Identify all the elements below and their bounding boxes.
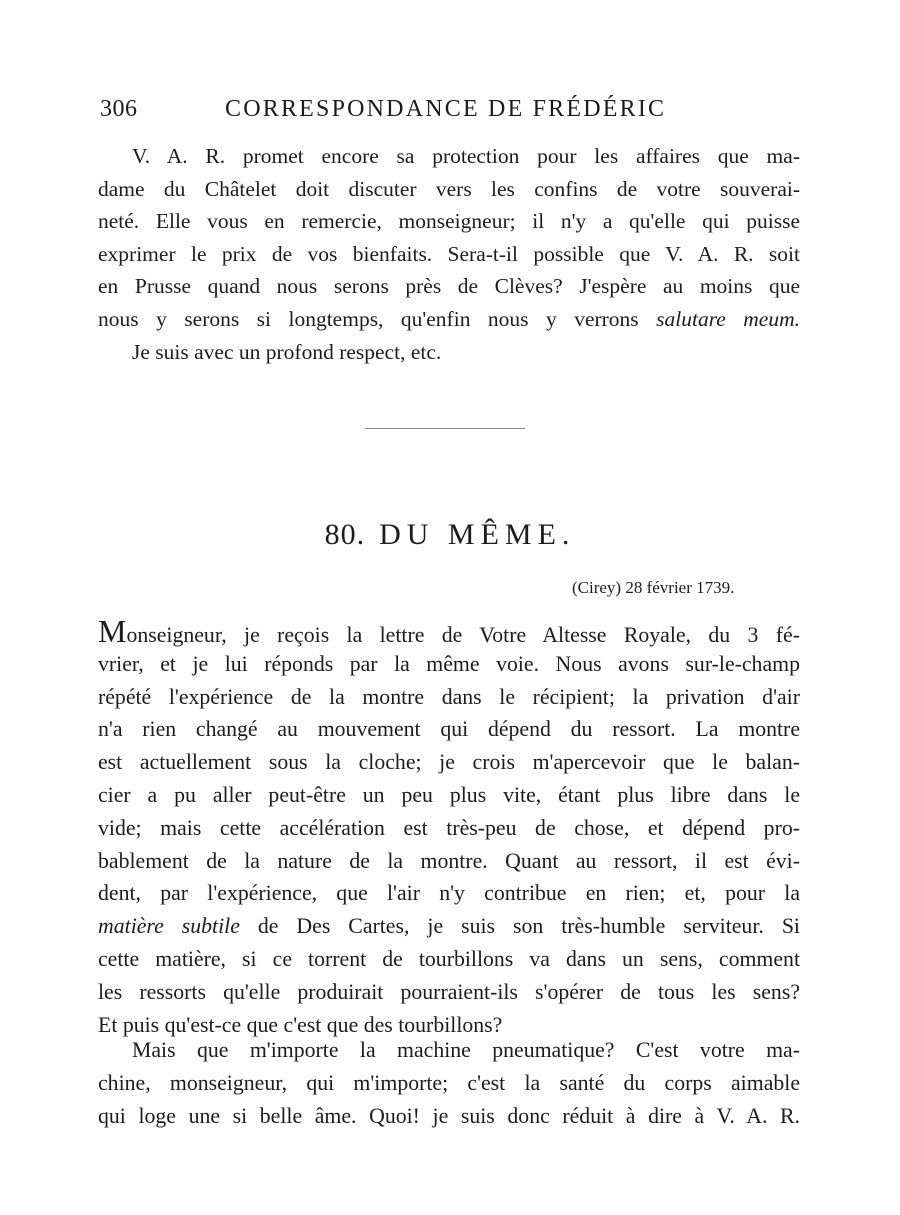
- drop-cap: M: [98, 613, 127, 649]
- text-line: cier a pu aller peut-être un peu plus vite, étant plus libre dans le: [98, 782, 800, 807]
- letter-paragraph-1: [98, 615, 800, 1041]
- text-line: exprimer le prix de vos bienfaits. Sera-t-il possible que V. A. R. soit: [98, 241, 800, 266]
- italic-phrase: matière subtile: [98, 914, 240, 939]
- text-line: les ressorts qu'elle produirait pourraient-ils s'opérer de tous les sens?: [98, 979, 800, 1004]
- text-segment: nous y serons si longtemps, qu'enfin nous y verrons: [98, 306, 657, 331]
- letter-heading: [0, 518, 900, 552]
- text-line: neté. Elle vous en remercie, monseigneur; il n'y a qu'elle qui puisse: [98, 209, 800, 234]
- section-divider: [365, 428, 525, 429]
- text-line-with-italic: [98, 303, 800, 336]
- running-head: [100, 96, 800, 128]
- letter-dateline: (Cirey) 28 février 1739.: [572, 578, 735, 597]
- text-segment: onseigneur, je reçois la lettre de Votre Altesse Royale, du 3 fé-: [126, 623, 800, 647]
- text-line: vide; mais cette accélération est très-peu de chose, et dépend pro-: [98, 815, 800, 840]
- text-line: Mais que m'importe la machine pneumatique? C'est votre ma-: [132, 1038, 800, 1062]
- letter-number: 80.: [324, 518, 366, 551]
- text-line: est actuellement sous la cloche; je crois m'apercevoir que le balan-: [98, 750, 800, 775]
- text-line: en Prusse quand nous serons près de Clèves? J'espère au moins que: [98, 274, 800, 299]
- text-line: Et puis qu'est-ce que c'est que des tourbillons?: [98, 1012, 503, 1037]
- text-segment: de Des Cartes, je suis son très-humble serviteur. Si: [257, 914, 800, 939]
- text-line: chine, monseigneur, qui m'importe; c'est la santé du corps aimable: [98, 1070, 800, 1095]
- letter-paragraph-2: [98, 1034, 800, 1132]
- text-line-first: [98, 615, 800, 648]
- text-line: qui loge une si belle âme. Quoi! je suis donc réduit à dire à V. A. R.: [98, 1103, 800, 1128]
- italic-phrase: salutare meum.: [656, 306, 800, 331]
- text-line: dent, par l'expérience, que l'air n'y contribue en rien; et, pour la: [98, 881, 800, 906]
- text-line: vrier, et je lui réponds par la même voie. Nous avons sur-le-champ: [98, 651, 800, 676]
- text-line: dame du Châtelet doit discuter vers les confins de votre souverai-: [98, 176, 800, 201]
- closing-line: Je suis avec un profond respect, etc.: [132, 339, 442, 364]
- previous-letter-ending: [98, 140, 800, 368]
- page-number: 306: [100, 96, 138, 122]
- text-line: bablement de la nature de la montre. Quant au ressort, il est évi-: [98, 848, 800, 873]
- text-line: n'a rien changé au mouvement qui dépend du ressort. La montre: [98, 717, 800, 742]
- letter-title: DU MÊME.: [379, 518, 576, 551]
- running-title: CORRESPONDANCE DE FRÉDÉRIC: [225, 96, 667, 122]
- text-line: cette matière, si ce torrent de tourbillons va dans un sens, comment: [98, 946, 800, 971]
- text-line: V. A. R. promet encore sa protection pour les affaires que ma-: [132, 144, 800, 168]
- text-line: répété l'expérience de la montre dans le récipient; la privation d'air: [98, 684, 800, 709]
- text-line-with-italic: [98, 910, 800, 943]
